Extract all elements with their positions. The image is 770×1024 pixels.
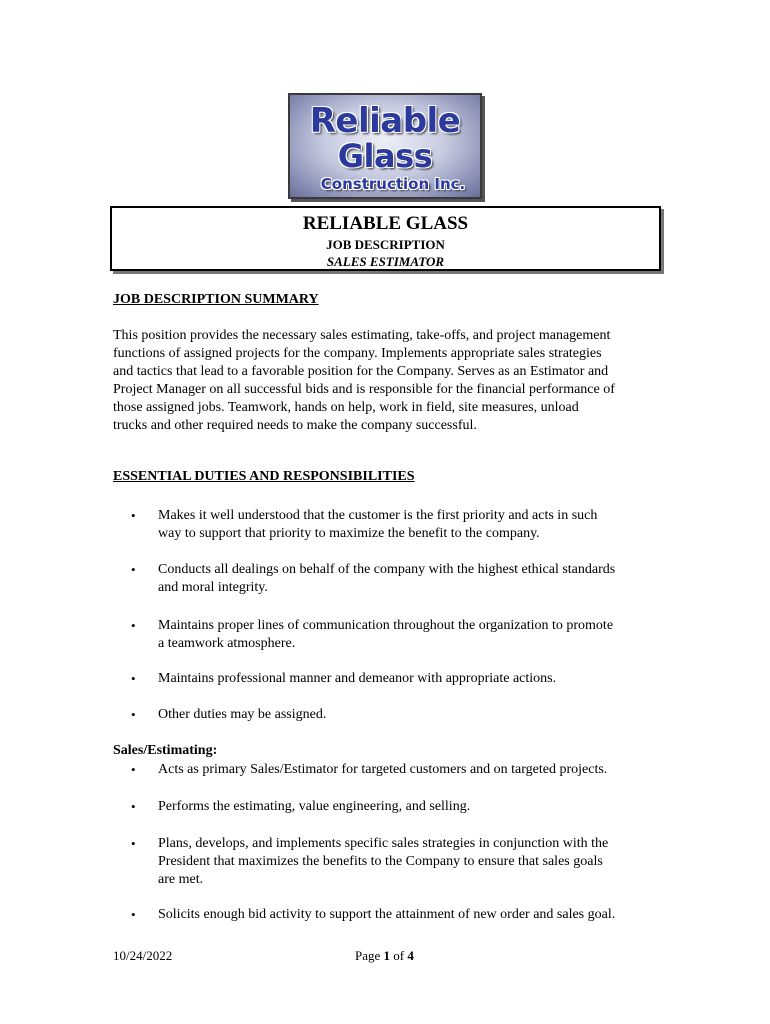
company-title: RELIABLE GLASS <box>302 213 469 234</box>
sales-line: Solicits enough bid activity to support the attainment of new order and sales goal. <box>158 907 616 922</box>
position-title: SALES ESTIMATOR <box>326 254 445 269</box>
duties-heading: ESSENTIAL DUTIES AND RESPONSIBILITIES <box>113 469 415 484</box>
logo-line-3: Construction Inc. <box>320 175 466 193</box>
page-prefix: Page <box>355 948 384 963</box>
summary-paragraph <box>113 327 658 435</box>
sales-line: Plans, develops, and implements specific sales strategies in conjunction with the <box>158 836 609 851</box>
page-total: 4 <box>407 948 414 963</box>
summary-line: those assigned jobs. Teamwork, hands on help, work in field, site measures, unload <box>113 400 579 415</box>
bullet-icon: • <box>131 762 136 777</box>
company-logo <box>288 93 482 199</box>
page-current: 1 <box>383 948 391 963</box>
summary-line: and tactics that lead to a favorable position for the Company. Serves as an Estimator and <box>113 364 609 379</box>
bullet-icon: • <box>131 707 136 722</box>
sales-line: President that maximizes the benefits to the Company to ensure that sales goals <box>158 854 603 869</box>
footer-date: 10/24/2022 <box>113 948 173 963</box>
title-box <box>110 206 661 271</box>
bullet-icon: • <box>131 618 136 633</box>
duty-line: Other duties may be assigned. <box>158 707 327 722</box>
summary-line: trucks and other required needs to make the company successful. <box>113 418 477 433</box>
duty-line: Maintains proper lines of communication throughout the organization to promote <box>158 618 614 633</box>
sales-line: Performs the estimating, value engineering, and selling. <box>158 799 471 814</box>
duty-line: a teamwork atmosphere. <box>158 636 296 651</box>
duty-line: Makes it well understood that the customer is the first priority and acts in such <box>158 508 598 523</box>
sales-heading: Sales/Estimating: <box>113 743 218 758</box>
bullet-icon: • <box>131 508 136 523</box>
duty-line: Maintains professional manner and demeanor with appropriate actions. <box>158 671 557 686</box>
bullet-icon: • <box>131 907 136 922</box>
summary-heading: JOB DESCRIPTION SUMMARY <box>113 292 319 307</box>
bullet-icon: • <box>131 836 136 851</box>
summary-line: functions of assigned projects for the company. Implements appropriate sales strategies <box>113 346 602 361</box>
document-type: JOB DESCRIPTION <box>326 237 445 252</box>
bullet-icon: • <box>131 671 136 686</box>
summary-line: Project Manager on all successful bids and is responsible for the financial performance of <box>113 382 615 397</box>
bullet-icon: • <box>131 562 136 577</box>
duty-line: and moral integrity. <box>158 580 268 595</box>
bullet-icon: • <box>131 799 136 814</box>
sales-line: are met. <box>158 872 204 887</box>
summary-line: This position provides the necessary sales estimating, take-offs, and project management <box>113 328 611 343</box>
logo-line-2: Glass <box>337 137 433 175</box>
sales-line: Acts as primary Sales/Estimator for targeted customers and on targeted projects. <box>158 762 608 777</box>
duty-line: way to support that priority to maximize the benefit to the company. <box>158 526 540 541</box>
logo-line-1: Reliable <box>309 101 461 141</box>
page-number <box>355 948 414 964</box>
page-mid: of <box>390 948 408 963</box>
duty-line: Conducts all dealings on behalf of the company with the highest ethical standards <box>158 562 616 577</box>
